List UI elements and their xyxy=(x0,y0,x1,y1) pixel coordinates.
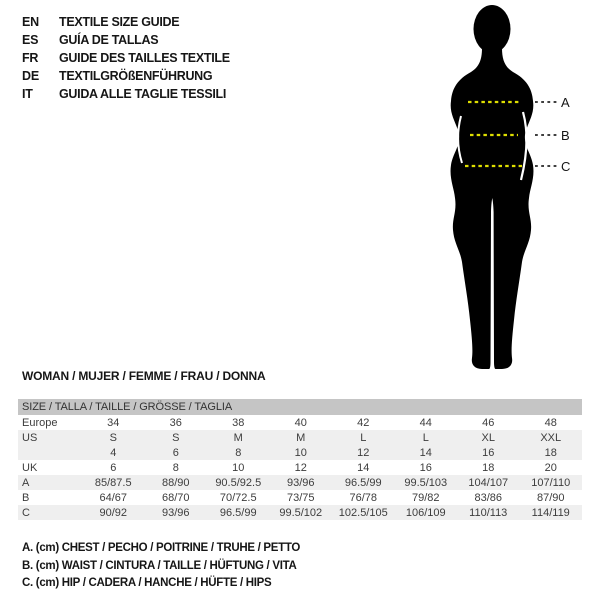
table-cell: 12 xyxy=(294,461,307,474)
size-table xyxy=(18,399,582,520)
language-item xyxy=(22,67,230,85)
marker-label-c: C xyxy=(561,159,571,174)
table-cell: 110/113 xyxy=(469,506,508,519)
language-code: DE xyxy=(22,69,39,83)
table-cell: 76/78 xyxy=(349,491,378,504)
table-cell: 79/82 xyxy=(411,491,440,504)
language-item xyxy=(22,49,230,67)
table-cell: 104/107 xyxy=(468,476,509,489)
marker-label-a: A xyxy=(561,95,570,110)
language-label: GUÍA DE TALLAS xyxy=(59,33,159,47)
legend-line-waist: B. (cm) WAIST / CINTURA / TAILLE / HÜFTUNG / VITA xyxy=(22,559,297,572)
language-label: GUIDE DES TAILLES TEXTILE xyxy=(59,51,230,65)
language-code: FR xyxy=(22,51,39,65)
table-cell: 99.5/102 xyxy=(279,506,323,519)
table-cell: 6 xyxy=(172,446,179,459)
table-cell: 114/119 xyxy=(531,506,570,519)
table-row xyxy=(18,415,582,430)
table-cell: M xyxy=(296,431,306,444)
table-cell: 90.5/92.5 xyxy=(215,476,262,489)
table-cell: 42 xyxy=(357,416,370,429)
table-cell: 46 xyxy=(482,416,495,429)
table-cell: 102.5/105 xyxy=(338,506,388,519)
table-cell: 36 xyxy=(169,416,182,429)
language-label: GUIDA ALLE TAGLIE TESSILI xyxy=(59,87,227,101)
row-label: UK xyxy=(22,461,38,474)
table-cell: 16 xyxy=(482,446,495,459)
table-cell: 14 xyxy=(419,446,432,459)
language-item xyxy=(22,31,230,49)
table-cell: 18 xyxy=(482,461,495,474)
table-row xyxy=(18,490,582,505)
measurement-legend xyxy=(22,542,300,595)
language-label: TEXTILE SIZE GUIDE xyxy=(59,15,180,29)
table-cell: 38 xyxy=(232,416,245,429)
legend-line-hip: C. (cm) HIP / CADERA / HANCHE / HÜFTE / HIPS xyxy=(22,577,272,589)
table-cell: 40 xyxy=(294,416,307,429)
table-cell: 99.5/103 xyxy=(404,476,448,489)
table-cell: 8 xyxy=(235,446,242,459)
table-cell: 6 xyxy=(110,461,117,474)
table-row xyxy=(18,430,582,445)
table-cell: 18 xyxy=(544,446,557,459)
woman-silhouette xyxy=(420,0,600,380)
table-cell: 87/90 xyxy=(536,491,565,504)
table-cell: 20 xyxy=(544,461,557,474)
table-cell: S xyxy=(172,431,180,444)
table-cell: 93/96 xyxy=(161,506,190,519)
table-row xyxy=(18,505,582,520)
table-cell: 96.5/99 xyxy=(219,506,257,519)
table-cell: S xyxy=(109,431,117,444)
table-cell: 88/90 xyxy=(161,476,190,489)
section-title: WOMAN / MUJER / FEMME / FRAU / DONNA xyxy=(22,369,266,383)
size-table-rows xyxy=(18,415,582,520)
language-item xyxy=(22,13,230,31)
table-cell: 48 xyxy=(544,416,557,429)
row-label: A xyxy=(22,476,30,489)
table-cell: 14 xyxy=(357,461,370,474)
language-code: IT xyxy=(22,87,33,101)
language-code: ES xyxy=(22,33,39,47)
legend-line-chest: A. (cm) CHEST / PECHO / POITRINE / TRUHE / PETTO xyxy=(22,542,301,554)
table-row xyxy=(18,460,582,475)
language-list xyxy=(22,13,230,103)
table-cell: XXL xyxy=(540,431,562,444)
table-cell: 8 xyxy=(172,461,179,474)
language-code: EN xyxy=(22,15,39,29)
woman-silhouette-figure xyxy=(420,0,600,380)
table-cell: 34 xyxy=(107,416,120,429)
table-cell: 4 xyxy=(110,446,117,459)
table-cell: 10 xyxy=(294,446,307,459)
language-label: TEXTILGRÖßENFÜHRUNG xyxy=(59,69,213,83)
row-label: B xyxy=(22,491,30,504)
row-label: US xyxy=(22,431,38,444)
table-cell: 16 xyxy=(419,461,432,474)
table-cell: 64/67 xyxy=(99,491,128,504)
table-row xyxy=(18,445,582,460)
table-cell: 10 xyxy=(232,461,245,474)
table-cell: XL xyxy=(481,431,495,444)
table-row xyxy=(18,475,582,490)
table-cell: 73/75 xyxy=(286,491,315,504)
table-cell: M xyxy=(233,431,243,444)
table-cell: 83/86 xyxy=(474,491,503,504)
language-item xyxy=(22,85,230,103)
table-cell: L xyxy=(360,431,367,444)
table-cell: 85/87.5 xyxy=(94,476,132,489)
size-table-header: SIZE / TALLA / TAILLE / GRÖSSE / TAGLIA xyxy=(18,399,582,415)
table-cell: 44 xyxy=(419,416,432,429)
table-cell: 70/72.5 xyxy=(219,491,257,504)
table-cell: 106/109 xyxy=(405,506,446,519)
table-cell: 107/110 xyxy=(531,476,571,489)
table-cell: 12 xyxy=(357,446,370,459)
table-cell: 96.5/99 xyxy=(344,476,382,489)
row-label: Europe xyxy=(22,416,58,429)
table-cell: 93/96 xyxy=(286,476,315,489)
silhouette-head xyxy=(474,5,511,53)
table-cell: 90/92 xyxy=(99,506,128,519)
table-cell: L xyxy=(422,431,429,444)
row-label: C xyxy=(22,506,30,519)
table-cell: 68/70 xyxy=(161,491,190,504)
marker-label-b: B xyxy=(561,128,570,143)
